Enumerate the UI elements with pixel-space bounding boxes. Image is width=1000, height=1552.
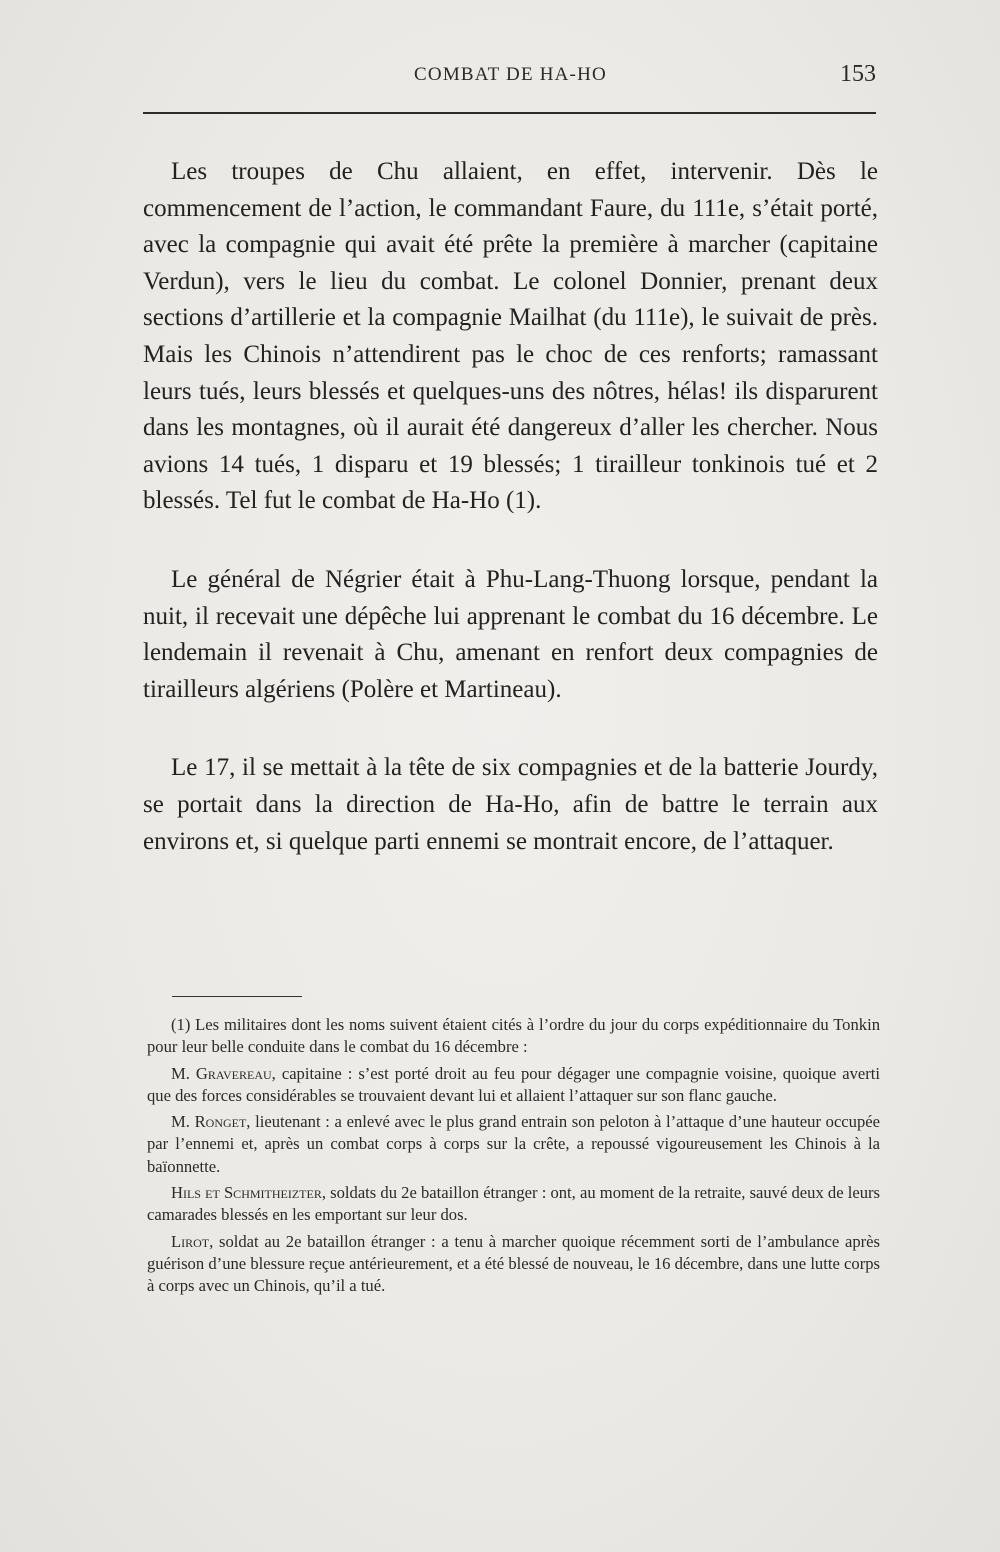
- footnote-citation: [147, 1231, 880, 1298]
- page-header: [143, 61, 878, 94]
- footnote-rule: [172, 996, 302, 997]
- header-rule: [143, 112, 876, 114]
- page-number: 153: [840, 61, 876, 87]
- footnote-citation: [147, 1111, 880, 1178]
- footnote-citation: [147, 1063, 880, 1108]
- citation-text: soldats du 2e bataillon étranger : ont, au moment de la retraite, sauvé deux de leurs camarades blessés en les emportant sur leur dos.: [147, 1183, 880, 1225]
- running-title: COMBAT DE HA-HO: [414, 64, 607, 85]
- footnote-intro: (1) Les militaires dont les noms suivent étaient cités à l’ordre du jour du corps expéditionnaire du Tonkin pour leur belle conduite dans le combat du 16 décembre :: [147, 1015, 880, 1057]
- paragraph: Les troupes de Chu allaient, en effet, intervenir. Dès le commencement de l’action, le commandant Faure, du 111e, s’était porté, avec la compagnie qui avait été prête la première à marcher (capitaine Verdun), vers le lieu du combat. Le colonel Donnier, prenant deux sections d’artillerie et la compagnie Mailhat (du 111e), le suivait de près. Mais les Chinois n’attendirent pas le choc de ces renforts; ramassant leurs tués, leurs blessés et quelques-uns des nôtres, hélas! ils disparurent dans les montagnes, où il aurait été dangereux d’aller les chercher. Nous avions 14 tués, 1 disparu et 19 blessés; 1 tirailleur tonkinois tué et 2 blessés. Tel fut le combat de Ha-Ho (1).: [143, 158, 878, 515]
- citation-name: Lirot,: [171, 1231, 214, 1251]
- footnotes: [147, 1014, 880, 1302]
- footnote-citation: [147, 1182, 880, 1227]
- citation-name: M. Ronget,: [171, 1112, 251, 1132]
- citation-name: M. Gravereau,: [171, 1063, 276, 1083]
- citation-name: Hils et Schmitheizter,: [171, 1183, 326, 1203]
- paragraph: Le général de Négrier était à Phu-Lang-Thuong lorsque, pendant la nuit, il recevait une dépêche lui apprenant le combat du 16 décembre. Le lendemain il revenait à Chu, amenant en renfort deux compagnies de tirailleurs algériens (Polère et Martineau).: [143, 565, 878, 703]
- citation-text: lieutenant : a enlevé avec le plus grand entrain son peloton à l’attaque d’une hauteur occupée par l’ennemi et, après un combat corps à corps sur la crête, a repoussé vigoureusement les Chinois à la baïonnette.: [147, 1112, 880, 1176]
- citation-text: capitaine : s’est porté droit au feu pour dégager une compagnie voisine, quoique averti que des forces considérables se trouvaient devant lui et allaient l’attaquer sur son flanc gauche.: [147, 1063, 881, 1105]
- paragraph: Le 17, il se mettait à la tête de six compagnies et de la batterie Jourdy, se portait dans la direction de Ha-Ho, afin de battre le terrain aux environs et, si quelque parti ennemi se montrait encore, de l’attaquer.: [143, 754, 878, 855]
- main-text: [143, 154, 878, 860]
- citation-text: soldat au 2e bataillon étranger : a tenu à marcher quoique récemment sorti de l’ambulance après guérison d’une blessure reçue antérieurement, et a été blessé de nouveau, le 16 décembre, dans une lutte corps à corps avec un Chinois, qu’il a tué.: [147, 1231, 880, 1296]
